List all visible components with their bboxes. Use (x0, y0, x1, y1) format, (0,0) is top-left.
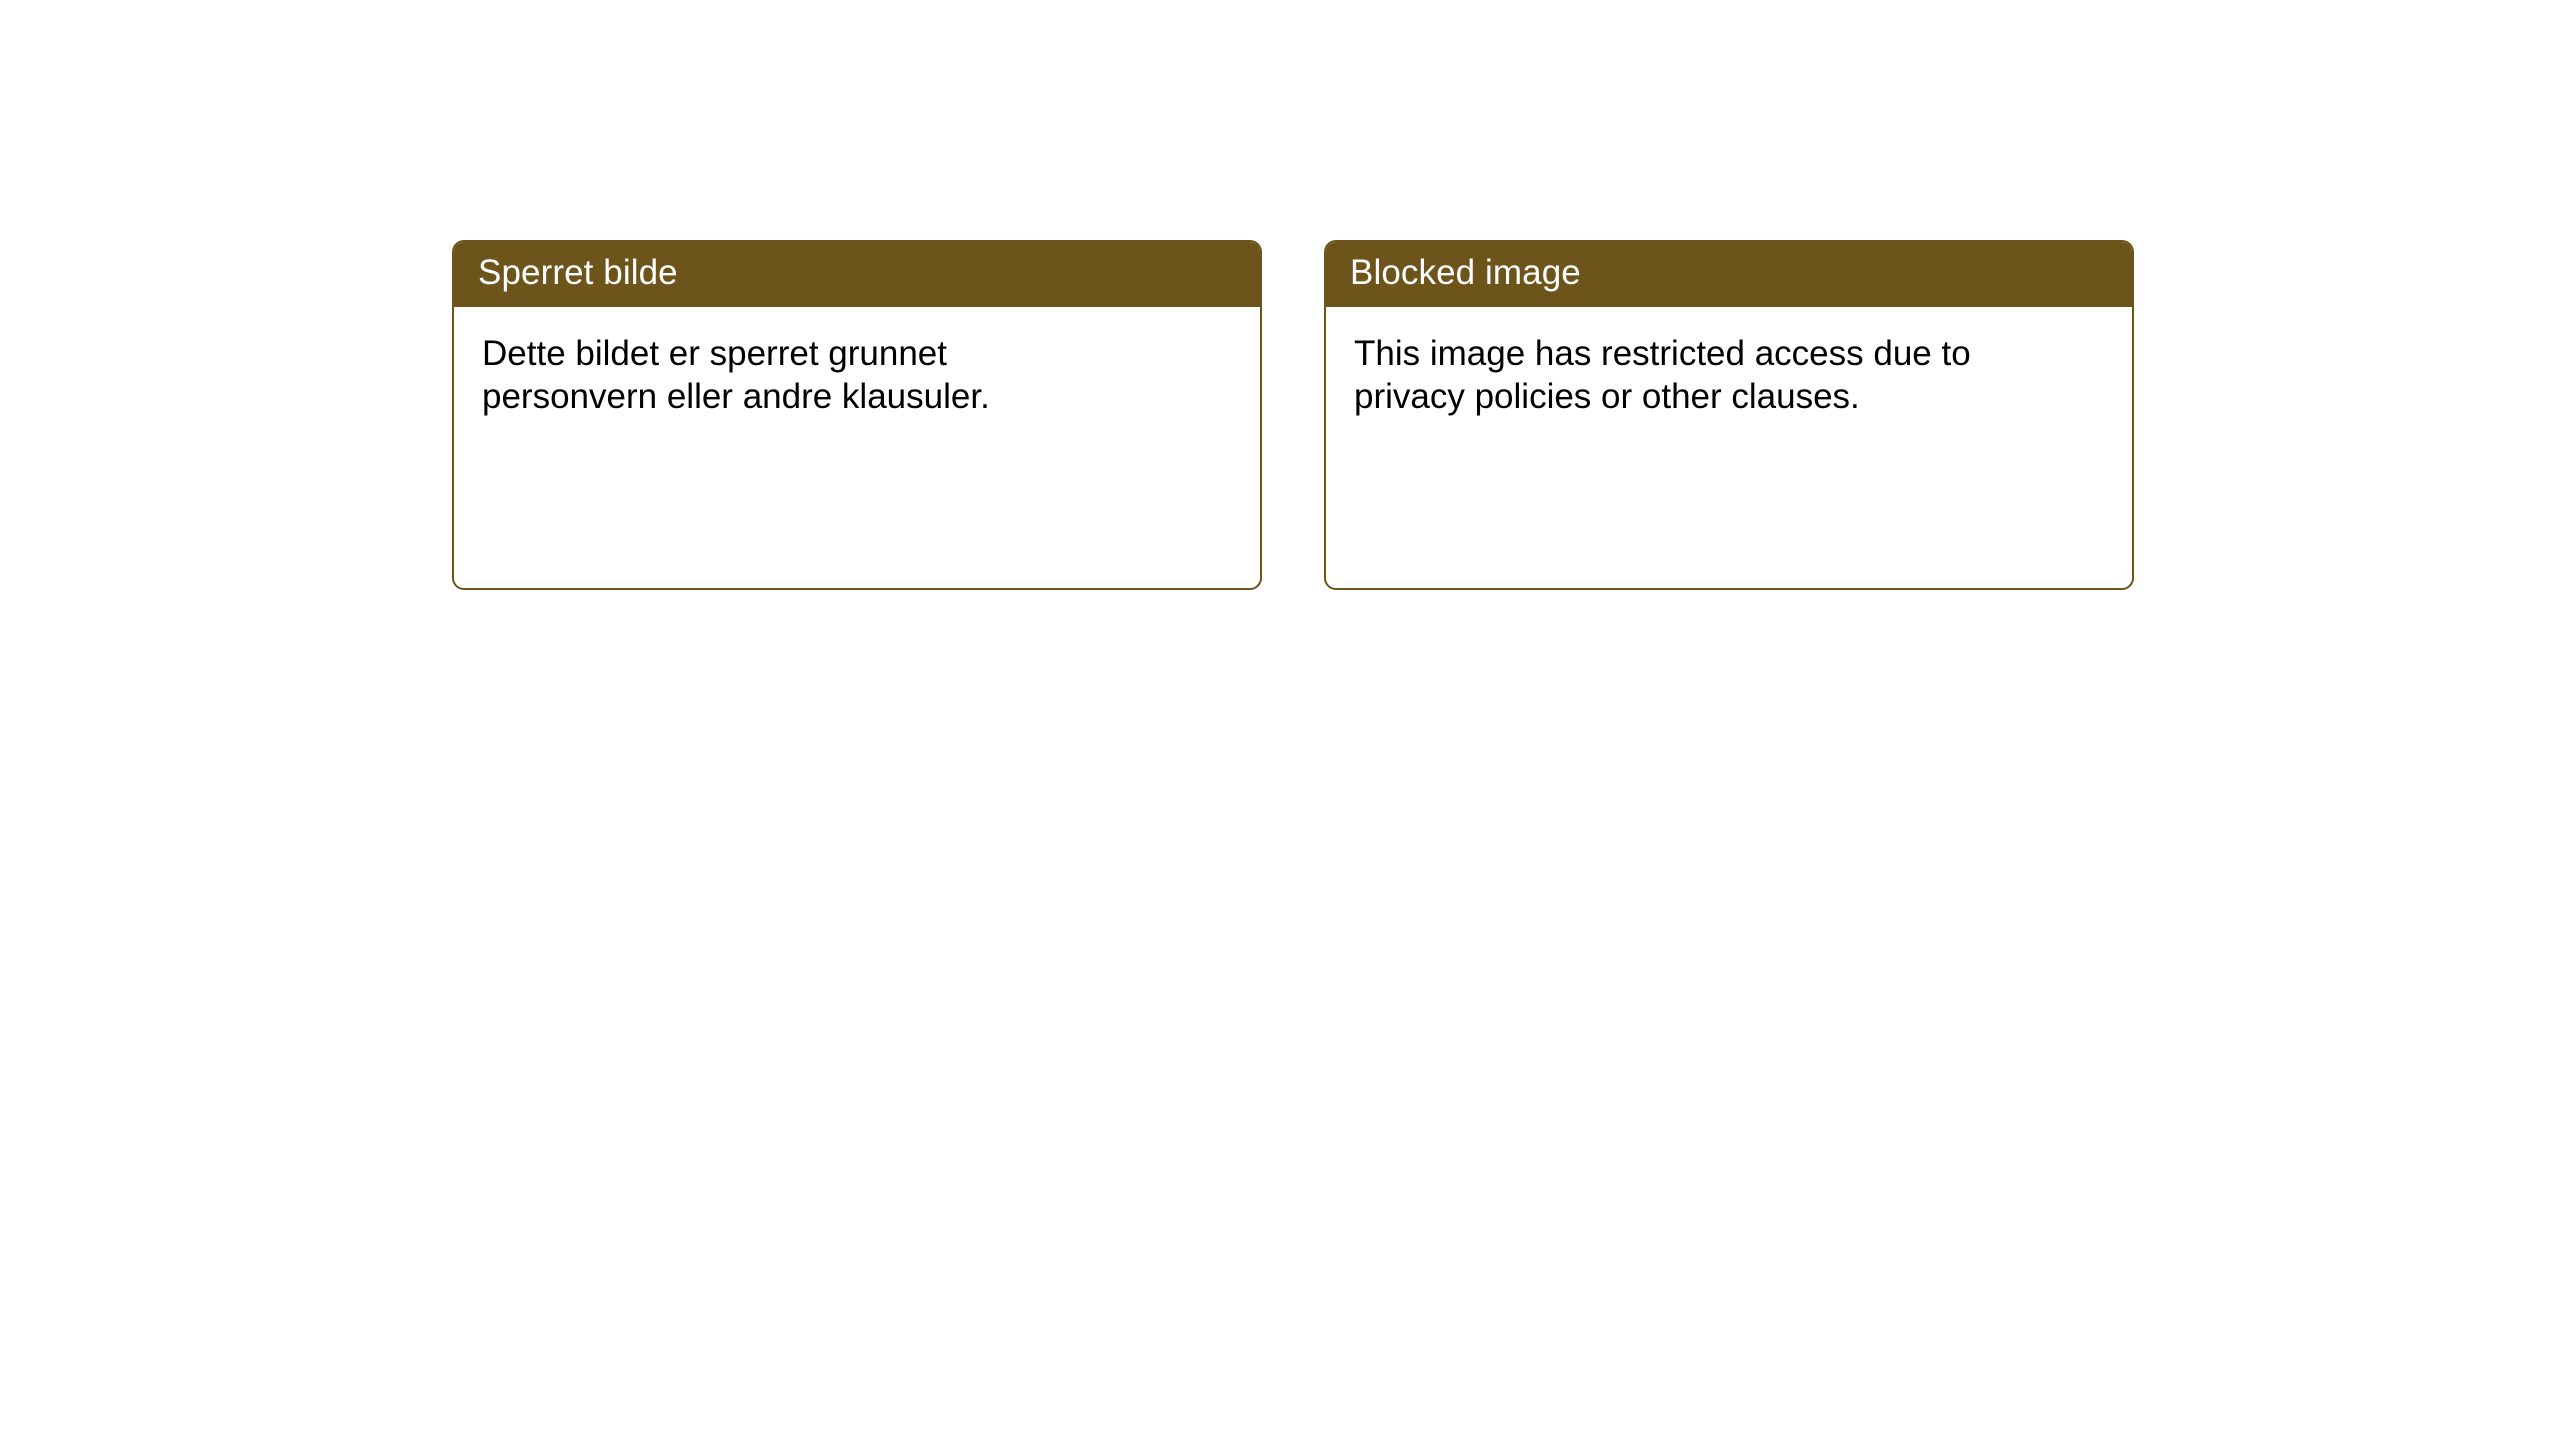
notice-body-no (454, 307, 1260, 588)
notice-message-no: Dette bildet er sperret grunnet personvern eller andre klausuler. (482, 334, 990, 416)
notice-title-no: Sperret bilde (454, 242, 1260, 307)
blocked-image-notice-no (452, 240, 1262, 590)
notice-body-en (1326, 307, 2132, 588)
blocked-image-notices (452, 240, 2134, 590)
notice-message-en: This image has restricted access due to privacy policies or other clauses. (1354, 334, 1971, 416)
notice-title-en: Blocked image (1326, 242, 2132, 307)
blocked-image-notice-en (1324, 240, 2134, 590)
